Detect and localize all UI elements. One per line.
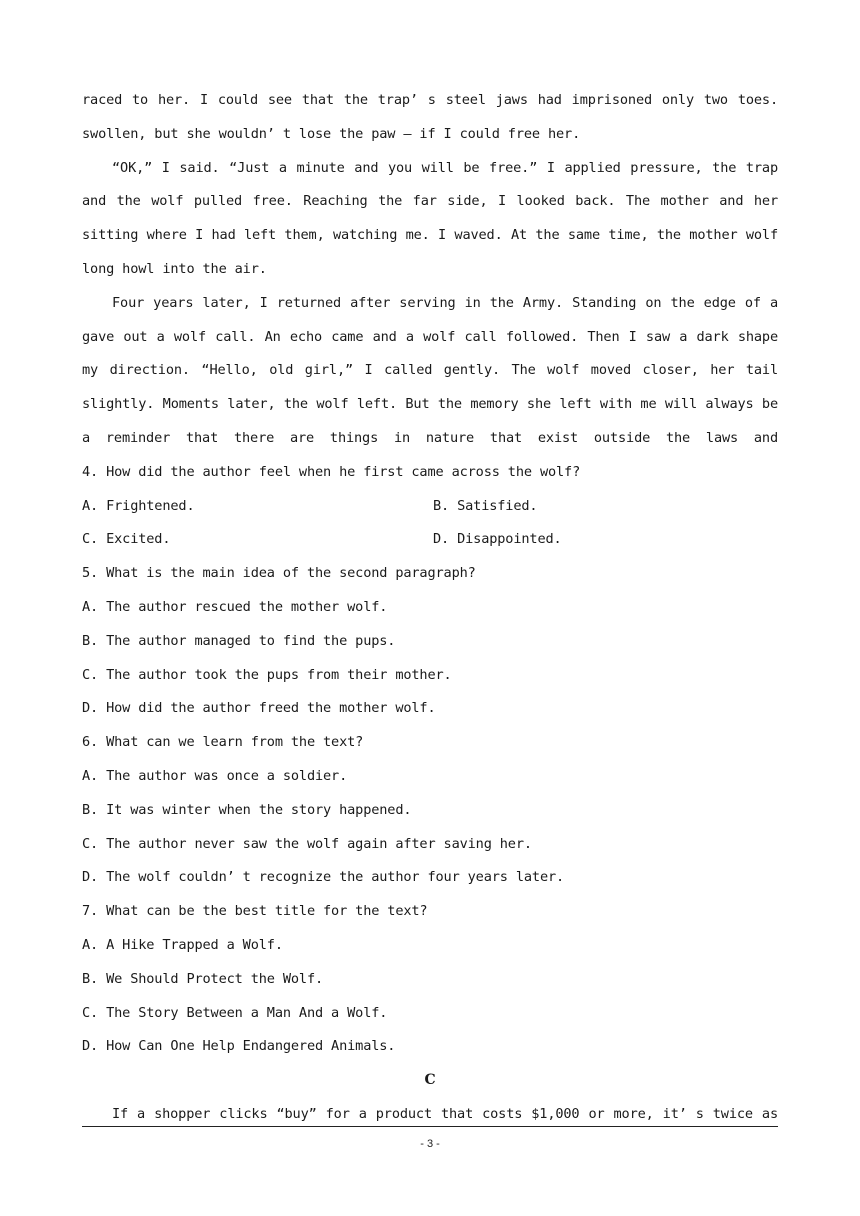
question-6-option-a: A. The author was once a soldier. (82, 767, 348, 784)
question-4-options-row-1 (82, 490, 778, 524)
question-4-options-row-2 (82, 523, 778, 557)
document-page (82, 84, 778, 1132)
question-6-option-c: C. The author never saw the wolf again after saving her. (82, 835, 532, 852)
question-5-option-d: D. How did the author freed the mother wolf. (82, 700, 436, 717)
paragraph-2-line-3: sitting where I had left them, watching me. I waved. At the same time, the mother wolf (82, 227, 778, 244)
question-4-option-a: A. Frightened. (82, 497, 195, 514)
question-5-stem: 5. What is the main idea of the second paragraph? (82, 565, 476, 582)
paragraph-2-line-4: long howl into the air. (82, 260, 267, 277)
question-6-option-d: D. The wolf couldn’ t recognize the author four years later. (82, 869, 565, 886)
question-7-option-b: B. We Should Protect the Wolf. (82, 970, 324, 987)
paragraph-2-line-1: “OK,” I said. “Just a minute and you will be free.” I applied pressure, the trap (112, 159, 778, 176)
page-number: - 3 - (420, 1138, 440, 1150)
paragraph-3-line-1: Four years later, I returned after serving in the Army. Standing on the edge of a (112, 294, 778, 311)
paragraph-1-line-2: swollen, but she wouldn’ t lose the paw — if I could free her. (82, 125, 581, 142)
section-c-heading: C (424, 1072, 436, 1089)
footer-rule (82, 1126, 778, 1127)
question-7-stem: 7. What can be the best title for the text? (82, 903, 428, 920)
question-7-option-c: C. The Story Between a Man And a Wolf. (82, 1004, 388, 1021)
question-4-option-d: D. Disappointed. (433, 531, 562, 548)
question-4-option-b: B. Satisfied. (433, 497, 538, 514)
paragraph-3-line-3: my direction. “Hello, old girl,” I called gently. The wolf moved closer, her tail (82, 362, 778, 379)
paragraph-3-line-4: slightly. Moments later, the wolf left. But the memory she left with me will always be (82, 396, 778, 413)
section-c-first-line: If a shopper clicks “buy” for a product that costs $1,000 or more, it’ s twice as (112, 1105, 778, 1122)
paragraph-3-line-5: a reminder that there are things in nature that exist outside the laws and (82, 429, 778, 446)
question-7-option-d: D. How Can One Help Endangered Animals. (82, 1038, 396, 1055)
paragraph-2-line-2: and the wolf pulled free. Reaching the far side, I looked back. The mother and her (82, 193, 778, 210)
question-6-option-b: B. It was winter when the story happened. (82, 801, 412, 818)
question-7-option-a: A. A Hike Trapped a Wolf. (82, 936, 283, 953)
question-5-option-c: C. The author took the pups from their mother. (82, 666, 452, 683)
paragraph-3-line-2: gave out a wolf call. An echo came and a wolf call followed. Then I saw a dark shape (82, 328, 778, 345)
question-4-option-c: C. Excited. (82, 531, 171, 548)
question-6-stem: 6. What can we learn from the text? (82, 734, 364, 751)
question-5-option-a: A. The author rescued the mother wolf. (82, 598, 388, 615)
question-5-option-b: B. The author managed to find the pups. (82, 632, 396, 649)
paragraph-1-line-1: raced to her. I could see that the trap’ s steel jaws had imprisoned only two toes. (82, 92, 778, 108)
question-4-stem: 4. How did the author feel when he first came across the wolf? (82, 463, 581, 480)
